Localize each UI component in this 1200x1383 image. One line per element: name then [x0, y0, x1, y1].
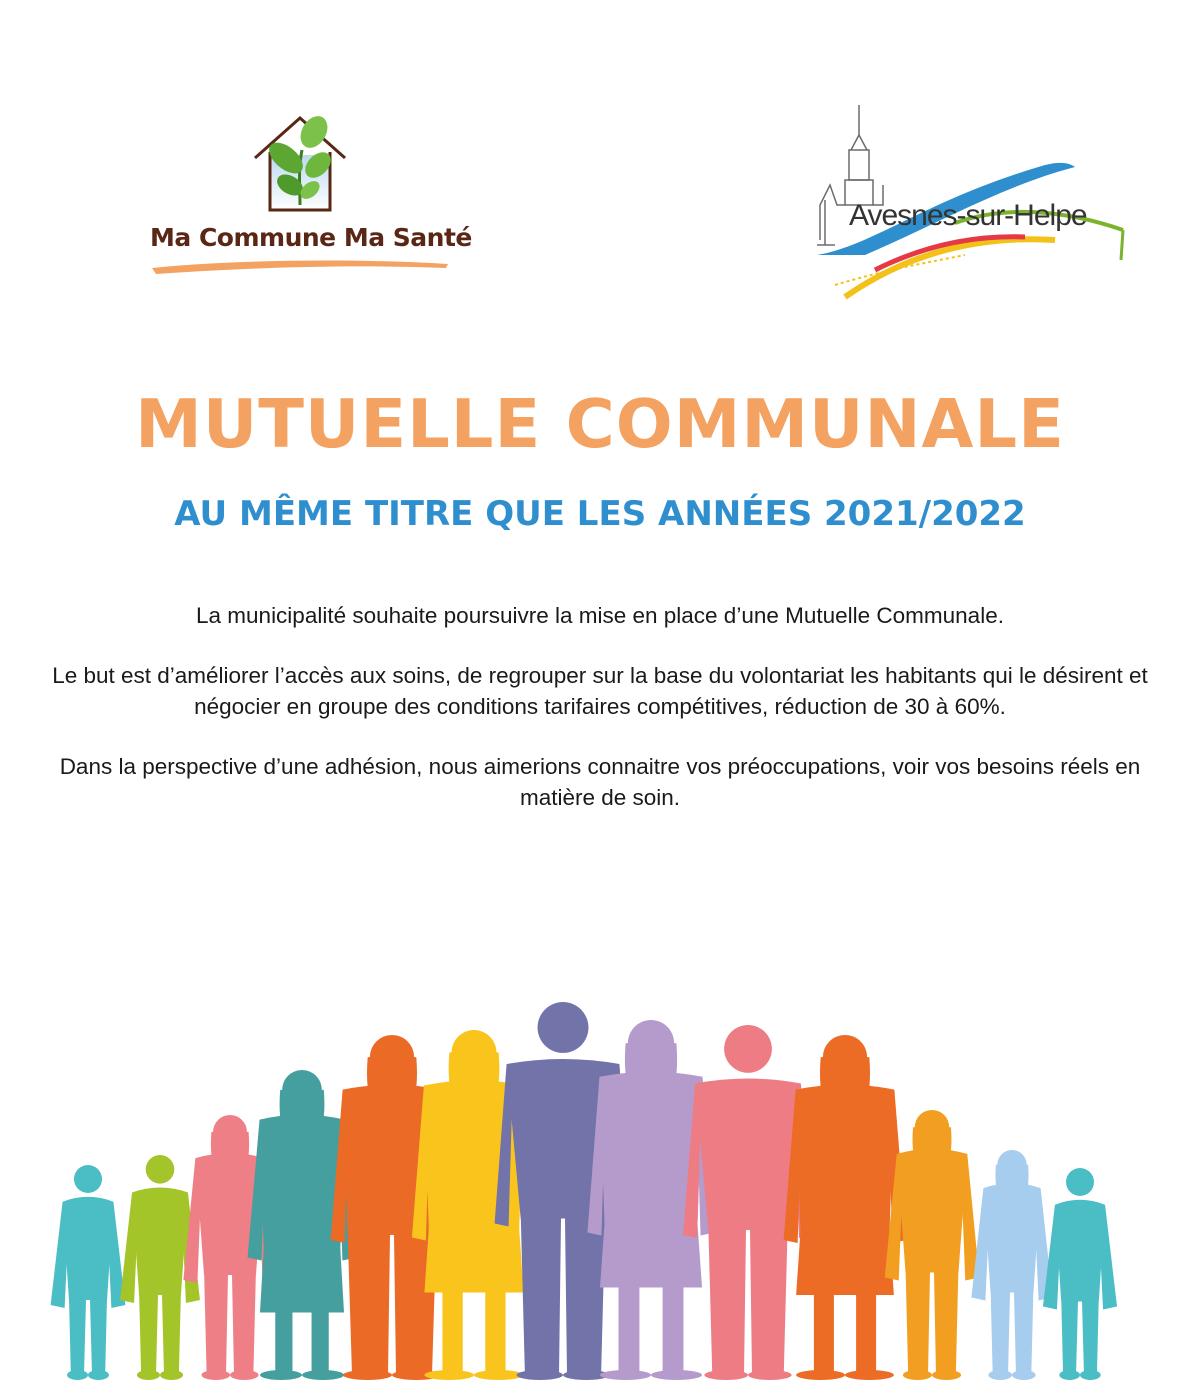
person-silhouette	[784, 1035, 907, 1380]
logo-text: Ma Commune Ma Santé	[150, 223, 472, 252]
paragraph: Le but est d’améliorer l’accès aux soins, de regrouper sur la base du volontariat les habitants qui le désirent et négocier en groupe des conditions tarifaires compétitives, réduction de 30 à 60%.	[52, 663, 1148, 719]
ma-commune-ma-sante-logo	[140, 110, 472, 280]
intro-text	[50, 600, 1150, 842]
page-subtitle: AU MÊME TITRE QUE LES ANNÉES 2021/2022	[174, 494, 1026, 534]
logo-text: Avesnes-sur-Helpe	[849, 199, 1087, 232]
person-silhouette	[971, 1150, 1052, 1380]
person-silhouette	[51, 1165, 126, 1380]
people-silhouettes	[0, 990, 1200, 1383]
page-title: MUTUELLE COMMUNALE	[135, 385, 1065, 463]
avesnes-sur-helpe-logo	[805, 105, 1135, 315]
paragraph: La municipalité souhaite poursuivre la mise en place d’une Mutuelle Communale.	[196, 603, 1004, 628]
person-silhouette	[1043, 1168, 1117, 1380]
paragraph: Dans la perspective d’une adhésion, nous aimerions connaitre vos préoccupations, voir vos besoins réels en matière de soin.	[59, 754, 1141, 810]
house-with-leaves-icon	[250, 110, 350, 215]
brush-stroke-icon	[150, 256, 450, 276]
